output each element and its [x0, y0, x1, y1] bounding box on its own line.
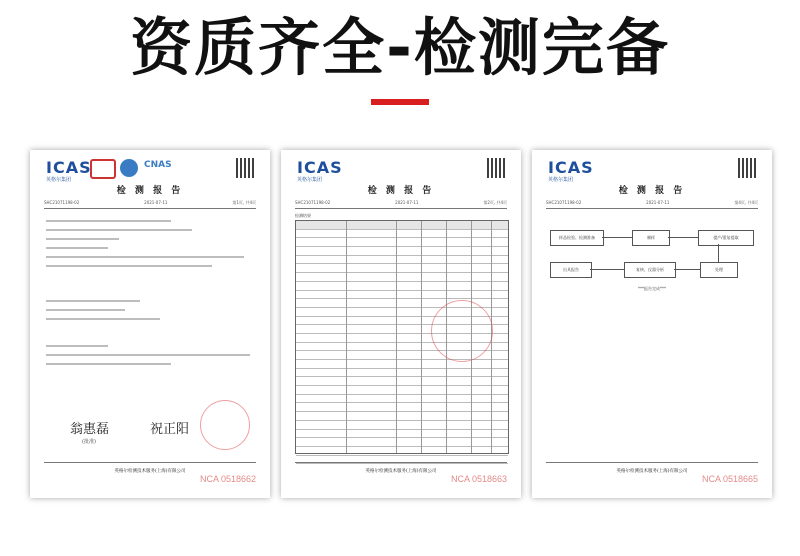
report-meta — [44, 200, 256, 206]
report-end-note: ***报告完成*** — [638, 286, 666, 291]
sample-info-lines — [46, 300, 254, 327]
ilac-mark-icon — [120, 159, 138, 177]
company-name: 英格尔检测技术服务(上海)有限公司 — [365, 469, 437, 474]
official-stamp — [200, 400, 250, 450]
report-date: 2021-07-11 — [646, 200, 670, 205]
headline-accent-bar — [371, 99, 429, 105]
divider — [295, 208, 507, 209]
ma-mark-icon — [90, 159, 116, 179]
page-headline: 资质齐全-检测完备 — [130, 11, 670, 84]
logo-text: ICAS — [548, 158, 594, 177]
qr-code-icon — [738, 158, 758, 178]
qr-code-icon — [236, 158, 256, 178]
icas-logo — [548, 160, 608, 183]
report-meta — [546, 200, 758, 206]
flow-arrow — [674, 269, 700, 270]
flow-step-prep: 样品检验、检测准备 — [550, 230, 604, 246]
report-title: 检 测 报 告 — [116, 186, 184, 196]
flow-arrow — [590, 269, 624, 270]
approver-role: (批准) — [82, 439, 96, 445]
flow-step-report: 出具报告 — [550, 262, 592, 278]
flow-step-sample: 制样 — [632, 230, 670, 246]
cnas-mark-icon: CNAS — [144, 160, 172, 170]
divider — [546, 462, 758, 463]
serial-number: NCA 0518662 — [199, 474, 256, 484]
report-meta — [295, 200, 507, 206]
company-name: 英格尔检测技术服务(上海)有限公司 — [114, 469, 186, 474]
flow-arrow — [718, 244, 719, 262]
reviewer-signature: 祝正阳 — [150, 422, 190, 437]
report-page: 第4页, 共4页 — [734, 200, 758, 205]
flow-step-process: 处理 — [700, 262, 738, 278]
serial-number: NCA 0518663 — [450, 474, 507, 484]
report-number: SHC21071198-02 — [295, 200, 331, 205]
test-report-page-3 — [532, 150, 772, 498]
serial-number: NCA 0518665 — [701, 474, 758, 484]
report-page: 第1页, 共4页 — [232, 200, 256, 205]
logo-text: ICAS — [46, 158, 92, 177]
test-report-page-1 — [30, 150, 270, 498]
test-report-page-2 — [281, 150, 521, 498]
icas-logo — [297, 160, 357, 183]
flow-step-extract: 提产/重复提取 — [698, 230, 754, 246]
divider — [295, 462, 507, 463]
official-stamp — [431, 300, 493, 362]
logo-subtext: 英格尔集团 — [548, 177, 574, 183]
logo-subtext: 英格尔集团 — [297, 177, 323, 183]
divider — [546, 208, 758, 209]
flow-arrow — [668, 237, 698, 238]
report-date: 2021-07-11 — [144, 200, 168, 205]
report-date: 2021-07-11 — [395, 200, 419, 205]
logo-subtext: 英格尔集团 — [46, 177, 72, 183]
company-name: 英格尔检测技术服务(上海)有限公司 — [616, 469, 688, 474]
flow-step-analysis: 复核、仪器分析 — [624, 262, 676, 278]
logo-text: ICAS — [297, 158, 343, 177]
flow-arrow — [602, 237, 632, 238]
client-info-lines — [46, 220, 254, 274]
approver-signature: 翁惠磊 — [70, 422, 110, 437]
report-title: 检 测 报 告 — [618, 186, 686, 196]
table-caption: 检测结果 — [295, 213, 311, 218]
qr-code-icon — [487, 158, 507, 178]
report-number: SHC21071198-02 — [44, 200, 80, 205]
report-number: SHC21071198-02 — [546, 200, 582, 205]
report-title: 检 测 报 告 — [367, 186, 435, 196]
divider — [44, 462, 256, 463]
divider — [44, 208, 256, 209]
report-page: 第2页, 共4页 — [483, 200, 507, 205]
test-conclusion-lines — [46, 345, 254, 372]
